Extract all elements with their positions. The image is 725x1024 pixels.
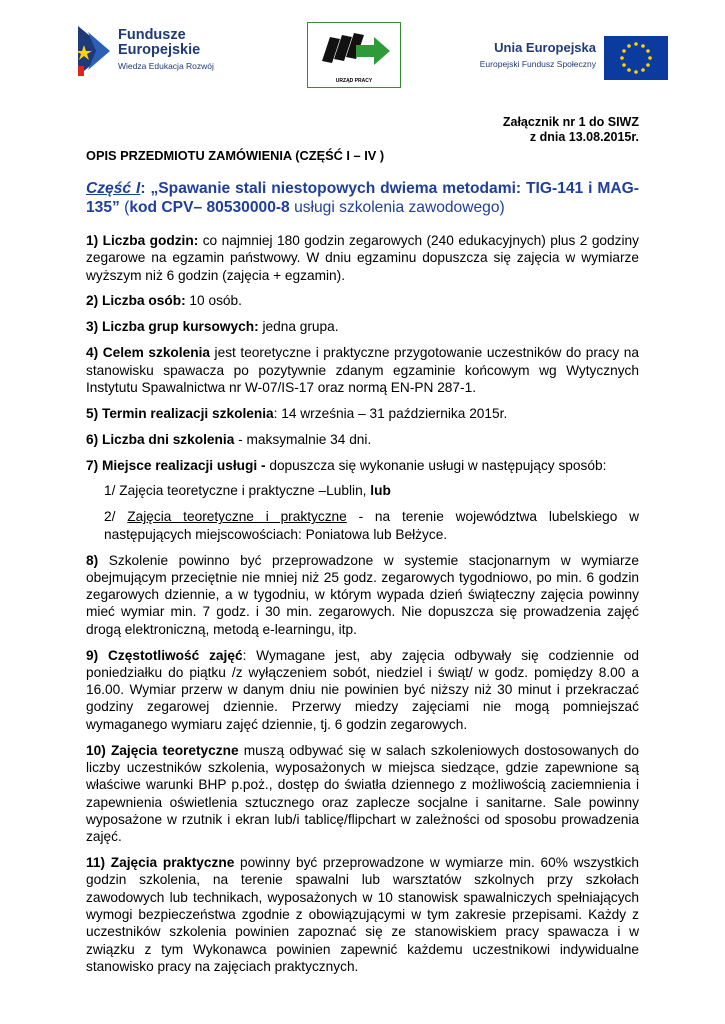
urzad-pracy-caption: URZĄD PRACY [335, 78, 373, 84]
section-11-label: 11) Zajęcia praktyczne [86, 855, 235, 871]
section-7-label: 7) Miejsce realizacji usługi - [86, 457, 266, 473]
section-5-label: 5) Termin realizacji szkolenia [86, 405, 274, 421]
section-4-text: jest teoretyczne i praktyczne przygotowanie uczestników do pracy na stanowisku spawacza po pozytywnie zdanym egzaminie końcowym wg Wytycznych Instytutu Spawalnictwa nr W-07/IS-17 oraz normą EN-PN 287-1. [86, 345, 639, 395]
fe-logo-title-line2: Europejskie [118, 42, 201, 58]
urzad-pracy-logo [307, 22, 401, 88]
section-6-label: 6) Liczba dni szkolenia [86, 431, 235, 447]
section-8 [86, 552, 639, 638]
section-7-option-1 [104, 482, 639, 499]
urzad-pracy-mark-icon [308, 23, 400, 77]
part-name: „Spawanie stali niestopowych dwiema metodami: TIG-141 i MAG-135” [86, 180, 639, 216]
section-2 [86, 292, 639, 309]
page-header [0, 0, 725, 100]
section-6 [86, 431, 639, 448]
part-cpv-open: ( [119, 199, 130, 216]
section-4 [86, 344, 639, 396]
section-11-text: powinny być przeprowadzone w wymiarze min. 60% wszystkich godzin szkolenia, na terenie spawalni lub warsztatów szkolnych przy szkołach zawodowych lub technikach, wyposażonych w 10 stanowisk spawalniczych spełniających wymogi bezpieczeństwa zgodnie z obowiązującymi w tym zakresie przepisami. Każdy z uczestników szkolenia powinien zapoznać się ze stanowiskiem pracy spawacza i w związku z tym Wykonawca powinien zapewnić każdemu uczestnikowi indywidualne stanowisko pracy na zajęciach praktycznych. [86, 855, 640, 974]
section-7-option-2 [104, 508, 639, 543]
part-label: Część I [86, 180, 141, 197]
part-heading [86, 179, 639, 217]
section-9 [86, 647, 639, 733]
fe-star-flag-icon [78, 26, 112, 76]
section-1-text: co najmniej 180 godzin zegarowych (240 edukacyjnych) plus 2 godziny zegarowe na egzamin państwowy. W dniu egzaminu dopuszcza się zajęcia w wymiarze wyższym niż 6 godzin (zajęcia + egzamin). [86, 233, 639, 283]
fe-logo-subtitle: Wiedza Edukacja Rozwój [118, 61, 214, 71]
section-4-label: 4) Celem szkolenia [86, 345, 210, 361]
section-8-text: Szkolenie powinno być przeprowadzone w systemie stacjonarnym w wymiarze obejmującym przeciętnie nie mniej niż 25 godz. zegarowych tygodniowo, po min. 6 godzin zegarowych dziennie, a w tygodniu, w którym wypada dzień świąteczny zajęcia powinny mieć wymiar min. 7 godz. i 30 min. zegarowych. Nie dopuszcza się prowadzenia zajęć drogą elektroniczną, metodą e-learningu, itp. [86, 552, 639, 637]
unia-europejska-logo [458, 36, 698, 80]
section-2-text: 10 osób. [185, 293, 242, 309]
section-8-label: 8) [86, 552, 99, 568]
part-cpv-rest: usługi szkolenia zawodowego) [289, 199, 505, 216]
part-colon: : [140, 180, 146, 197]
annex-line1: Załącznik nr 1 do SIWZ [502, 115, 639, 129]
eu-logo-text [480, 40, 596, 69]
section-1-label: 1) Liczba godzin: [86, 233, 199, 248]
section-3 [86, 318, 639, 335]
section-7-text: dopuszcza się wykonanie usługi w następujący sposób: [265, 457, 607, 473]
section-5 [86, 405, 639, 422]
section-7-option-2-underlined: Zajęcia teoretyczne i praktyczne [127, 509, 347, 525]
section-2-label: 2) Liczba osób: [86, 293, 186, 309]
section-5-text: : 14 września – 31 października 2015r. [273, 405, 508, 421]
annex-line2: z dnia 13.08.2015r. [529, 130, 639, 144]
section-10-text: muszą odbywać się w salach szkoleniowych dostosowanych do liczby uczestników szkolenia, wyposażonych w miejsca siedzące, gdzie zapewnione są właściwe warunki BHP p.poż., dostęp do światła dziennego z możliwością zaciemnienia i zapewnienia oświetlenia sztucznego oraz zaplecze socjalne i sanitarne. Sale powinny wyposażone w rzutnik i ekran lub/i tablicę/flipchart w zależności od sposobu prowadzenia zajęć. [86, 742, 639, 845]
document-body [86, 232, 639, 984]
section-10-label: 10) Zajęcia teoretyczne [86, 742, 239, 758]
section-7-option-1-bold: lub [370, 483, 391, 499]
eu-logo-subtitle: Europejski Fundusz Społeczny [479, 59, 596, 69]
section-1 [86, 232, 639, 284]
section-9-text: : Wymagane jest, aby zajęcia odbywały się codziennie od poniedziałku do piątku /z wyłączeniem sobót, niedziel i świąt/ w godz. pomiędzy 8.00 a 16.00. Wymiar przerw w danym dniu nie powinien być niższy niż 30 minut i przekraczać godziny zegarowej dziennie. Przerwy miedzy zajęciami nie mogą pomniejszać wymaganego wymiaru zajęć dziennie, tj. 6 godzin zegarowych. [86, 647, 639, 732]
section-9-label: 9) Częstotliwość zajęć [86, 647, 243, 663]
fe-logo-title-line1: Fundusze [118, 27, 186, 43]
section-10 [86, 742, 639, 846]
part-cpv-code: kod CPV– 80530000-8 [129, 199, 290, 216]
section-11 [86, 854, 639, 975]
annex-note [503, 115, 639, 145]
document-title: OPIS PRZEDMIOTU ZAMÓWIENIA (CZĘŚĆ I – IV ) [86, 148, 385, 163]
eu-flag-icon [604, 36, 668, 80]
section-3-label: 3) Liczba grup kursowych: [86, 319, 259, 335]
section-7-option-2-text: - na terenie województwa lubelskiego w następujących miejscowościach: Poniatowa lub Bełżyce. [104, 509, 640, 542]
section-7-option-2-prefix: 2/ [104, 509, 128, 525]
fundusze-europejskie-logo [78, 26, 238, 80]
section-7 [86, 457, 639, 474]
section-7-option-1-text: 1/ Zajęcia teoretyczne i praktyczne –Lublin, [104, 483, 371, 499]
fe-logo-text [118, 28, 214, 71]
section-6-text: - maksymalnie 34 dni. [234, 431, 372, 447]
eu-logo-title: Unia Europejska [494, 40, 596, 55]
section-3-text: jedna grupa. [258, 319, 339, 335]
